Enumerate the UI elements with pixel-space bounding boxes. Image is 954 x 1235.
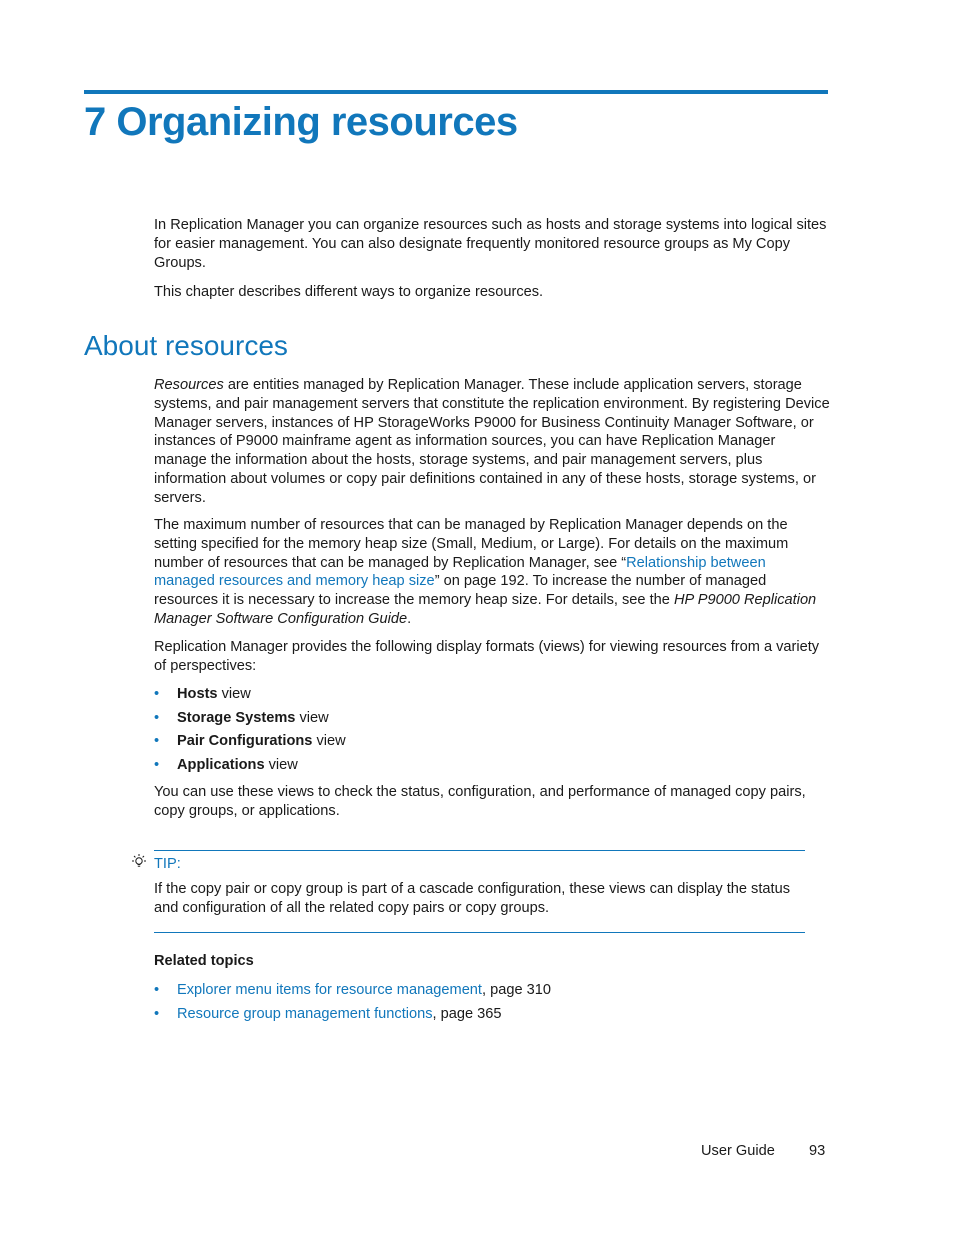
list-item	[154, 981, 551, 1005]
page-reference: , page 365	[432, 1005, 502, 1022]
chapter-title: 7 Organizing resources	[84, 100, 518, 144]
view-name: Hosts	[177, 686, 218, 702]
footer-guide-title: User Guide	[701, 1143, 775, 1159]
view-name: Storage Systems	[177, 709, 296, 726]
tip-top-rule	[154, 850, 805, 851]
related-topics-list	[154, 981, 551, 1028]
view-suffix: view	[264, 756, 298, 773]
bullet-icon: •	[154, 756, 160, 773]
resource-group-link[interactable]: Resource group management functions	[177, 1005, 433, 1022]
bullet-icon: •	[154, 686, 160, 702]
about-paragraph-2-text-a: The maximum number of resources that can be managed by Replication Manager depends on the setting specified for the memory heap size (Small, Medium, or Large). For details on the maximum number of resources that can be managed by Replication Manager, see “	[154, 517, 789, 571]
intro-paragraph-2: This chapter describes different ways to organize resources.	[154, 284, 544, 300]
about-paragraph-2	[154, 516, 830, 629]
intro-paragraph-1: In Replication Manager you can organize resources such as hosts and storage systems into logical sites for easier management. You can also designate frequently monitored resource groups as My Copy Groups.	[154, 217, 827, 271]
related-topics-heading: Related topics	[154, 953, 254, 969]
list-item	[154, 685, 346, 709]
views-list	[154, 685, 346, 779]
view-name: Pair Configurations	[177, 733, 313, 749]
explorer-menu-link[interactable]: Explorer menu items for resource management	[177, 982, 482, 998]
bullet-icon: •	[154, 982, 160, 998]
footer-page-number: 93	[809, 1143, 826, 1159]
about-paragraph-2-text-b: ” on page 192. To increase the number of managed resources it is necessary to increase the memory heap size. For details, see the	[154, 573, 767, 609]
relationship-link[interactable]: Relationship between managed resources and memory heap size	[154, 554, 766, 590]
list-item	[154, 756, 346, 780]
view-suffix: view	[312, 733, 346, 749]
about-paragraph-1	[154, 376, 830, 508]
bullet-icon: •	[154, 733, 160, 749]
about-paragraph-3: Replication Manager provides the following display formats (views) for viewing resources from a variety of perspectives:	[154, 639, 820, 674]
bullet-icon: •	[154, 709, 160, 726]
view-name: Applications	[177, 756, 265, 773]
tip-label: TIP:	[154, 856, 181, 872]
chapter-top-rule	[84, 90, 828, 94]
view-suffix: view	[217, 686, 251, 702]
lightbulb-icon	[130, 853, 148, 871]
configuration-guide-title: HP P9000 Replication Manager Software Configuration Guide	[154, 592, 817, 627]
bullet-icon: •	[154, 1005, 160, 1022]
about-paragraph-1-text: are entities managed by Replication Manager. These include application servers, storage systems, and pair management servers that constitute the replication environment. By registering Device Manager servers, instances of HP StorageWorks P9000 for Business Continuity Manager Software, or instances of P9000 mainframe agent as information sources, you can have Replication Manager manage the information about the hosts, storage systems, and pair management servers, plus information about volumes or copy pair definitions contained in any of these hosts, storage systems, or servers.	[154, 377, 830, 506]
about-paragraph-4: You can use these views to check the status, configuration, and performance of managed copy pairs, copy groups, or applications.	[154, 784, 806, 819]
section-title: About resources	[84, 330, 288, 361]
list-item	[154, 732, 346, 756]
tip-bottom-rule	[154, 932, 805, 933]
list-item	[154, 1005, 551, 1029]
tip-text: If the copy pair or copy group is part of a cascade configuration, these views can display the status and configuration of all the related copy pairs or copy groups.	[154, 881, 790, 916]
resources-term: Resources	[154, 377, 224, 393]
page-reference: , page 310	[481, 982, 551, 998]
list-item	[154, 709, 346, 733]
about-paragraph-2-text-c: .	[407, 610, 412, 627]
view-suffix: view	[295, 709, 329, 726]
